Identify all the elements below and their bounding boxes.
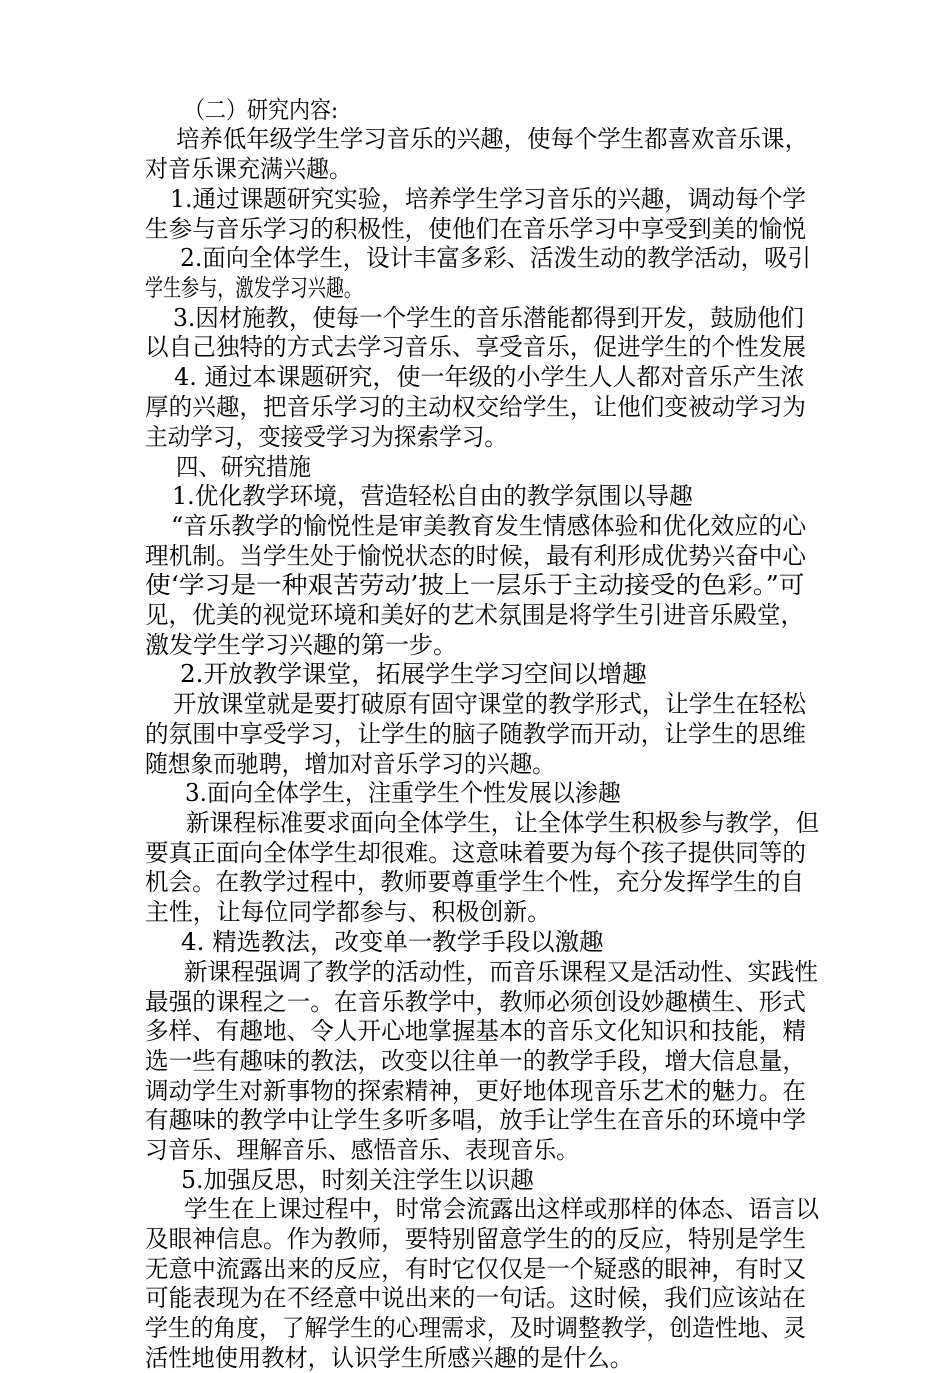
subsection-heading: 2.开放教学课堂，拓展学生学习空间以增趣 <box>180 660 647 688</box>
text-line: 活性地使用教材，认识学生所感兴趣的是什么。 <box>145 1344 634 1372</box>
text-line: 使‘学习是一种艰苦劳动’披上一层乐于主动接受的色彩。”可 <box>145 571 805 599</box>
text-line: 开放课堂就是要打破原有固守课堂的教学形式，让学生在轻松 <box>173 690 807 718</box>
text-line: （二）研究内容: <box>184 96 339 124</box>
text-line: 新课程强调了教学的活动性，而音乐课程又是活动性、实践性 <box>184 958 819 986</box>
text-line: 可能表现为在不经意中说出来的一句话。这时候，我们应该站在 <box>145 1284 806 1312</box>
text-line: 以自己独特的方式去学习音乐、享受音乐，促进学生的个性发展 <box>145 333 806 361</box>
section-heading: 四、研究措施 <box>176 453 311 481</box>
text-line: 厚的兴趣，把音乐学习的主动权交给学生，让他们变被动学习为 <box>145 393 806 421</box>
text-line: 2.面向全体学生，设计丰富多彩、活泼生动的教学活动，吸引 <box>180 244 811 272</box>
text-line: 培养低年级学生学习音乐的兴趣，使每个学生都喜欢音乐课， <box>176 125 808 153</box>
text-line: “音乐教学的愉悦性是审美教育发生情感体验和优化效应的心 <box>171 512 807 540</box>
text-line: 学生的角度，了解学生的心理需求，及时调整教学，创造性地、灵 <box>145 1314 806 1342</box>
subsection-heading: 4. 精选教法，改变单一教学手段以激趣 <box>181 928 604 956</box>
text-line: 见，优美的视觉环境和美好的艺术氛围是将学生引进音乐殿堂， <box>145 601 805 629</box>
text-line: 学生在上课过程中，时常会流露出这样或那样的体态、语言以 <box>184 1195 819 1223</box>
text-line: 1.通过课题研究实验，培养学生学习音乐的兴趣，调动每个学 <box>170 185 806 213</box>
text-line: 调动学生对新事物的探索精神，更好地体现音乐艺术的魅力。在 <box>145 1077 806 1105</box>
text-line: 激发学生学习兴趣的第一步。 <box>145 631 457 659</box>
subsection-heading: 3.面向全体学生，注重学生个性发展以渗趣 <box>185 779 621 807</box>
text-line: 无意中流露出来的反应，有时它仅仅是一个疑惑的眼神，有时又 <box>145 1255 806 1283</box>
text-line: 最强的课程之一。在音乐教学中，教师必须创设妙趣横生、形式 <box>145 988 806 1016</box>
text-line: 新课程标准要求面向全体学生，让全体学生积极参与教学，但 <box>186 809 820 837</box>
subsection-heading: 5.加强反思，时刻关注学生以识趣 <box>181 1166 534 1194</box>
text-line: 及眼神信息。作为教师，要特别留意学生的的反应，特别是学生 <box>145 1225 806 1253</box>
subsection-heading: 1.优化教学环境，营造轻松自由的教学氛围以导趣 <box>172 482 693 510</box>
text-line: 选一些有趣味的教法，改变以往单一的教学手段，增大信息量， <box>145 1047 806 1075</box>
text-line: 的氛围中享受学习，让学生的脑子随教学而开动，让学生的思维 <box>145 720 806 748</box>
text-line: 有趣味的教学中让学生多听多唱，放手让学生在音乐的环境中学 <box>145 1106 806 1134</box>
text-line: 习音乐、理解音乐、感悟音乐、表现音乐。 <box>145 1136 580 1164</box>
text-line: 对音乐课充满兴趣。 <box>145 155 352 183</box>
text-line: 理机制。当学生处于愉悦状态的时候，最有利形成优势兴奋中心 <box>145 542 806 570</box>
text-line: 4. 通过本课题研究，使一年级的小学生人人都对音乐产生浓 <box>174 363 805 391</box>
text-line: 随想象而驰聘，增加对音乐学习的兴趣。 <box>145 750 556 778</box>
text-line: 机会。在教学过程中，教师要尊重学生个性，充分发挥学生的自 <box>145 868 805 896</box>
text-line: 多样、有趣地、令人开心地掌握基本的音乐文化知识和技能，精 <box>145 1017 806 1045</box>
text-line: 主动学习，变接受学习为探索学习。 <box>145 423 507 451</box>
text-line: 要真正面向全体学生却很难。这意味着要为每个孩子提供同等的 <box>145 839 806 867</box>
text-line: 学生参与，激发学习兴趣。 <box>145 274 363 302</box>
text-line: 主性，让每位同学都参与、积极创新。 <box>145 898 552 926</box>
text-line: 3.因材施教，使每一个学生的音乐潜能都得到开发，鼓励他们 <box>173 304 804 332</box>
text-line: 生参与音乐学习的积极性，使他们在音乐学习中享受到美的愉悦 <box>145 215 806 243</box>
